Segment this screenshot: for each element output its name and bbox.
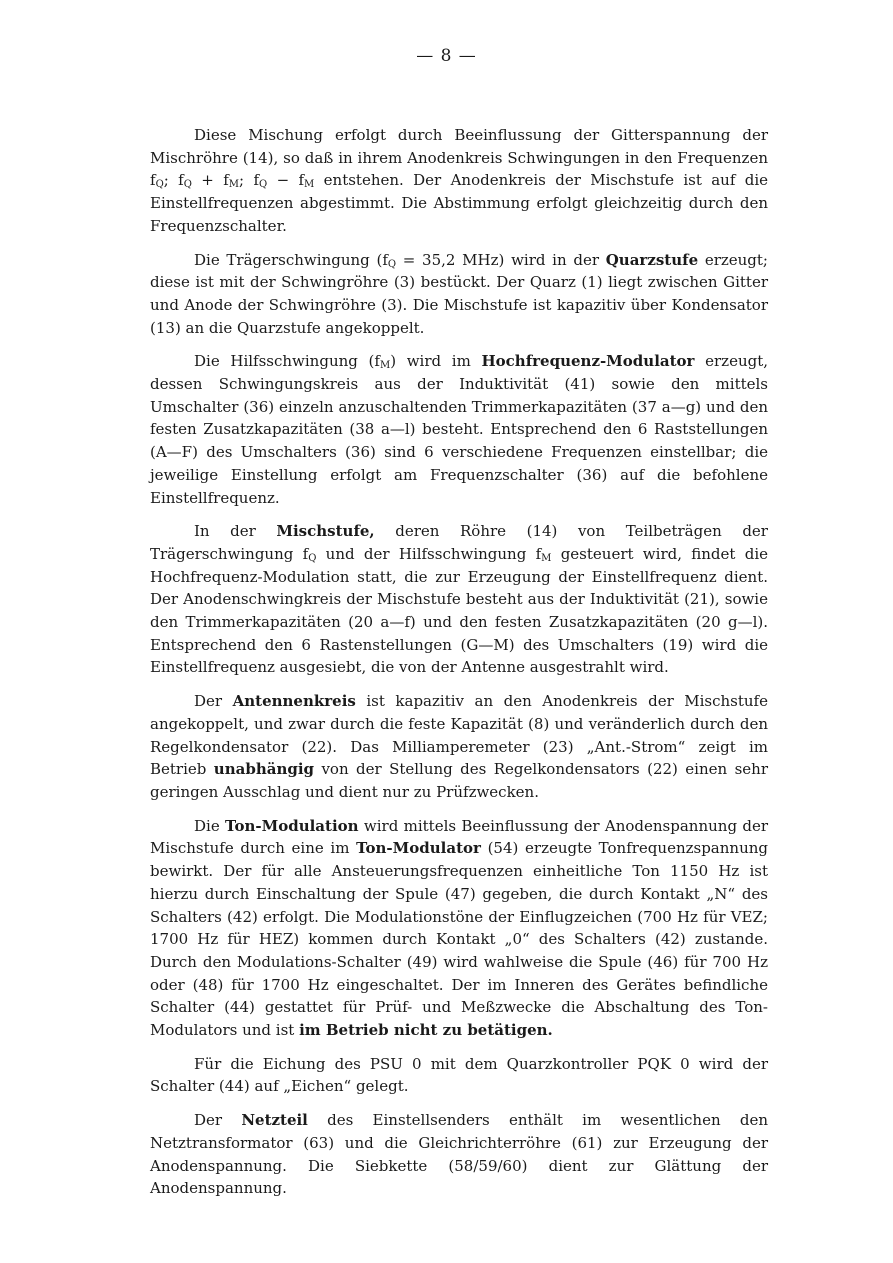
bold-term: Hochfrequenz-Modulator [481, 352, 695, 371]
subscript: M [228, 179, 240, 191]
text-run: − f [267, 171, 305, 190]
subscript: Q [308, 552, 317, 564]
text-run: Die Hilfsschwingung (f [194, 352, 380, 371]
subscript: M [304, 179, 315, 191]
text-run: ) wird im [390, 352, 482, 371]
text-run: erzeugt; diese ist mit der Schwingröhre (3) bestückt. Der Quarz (1) liegt zwischen Gitter und Anode der Schwingröhre (3). Die Mischstufe ist kapazitiv über Kondensator (13) an die Quarzstufe angekoppelt. [150, 250, 768, 337]
text-run: Diese Mischung erfolgt durch Beeinflussung der Gitterspannung der Mischröhre (14), so daß in ihrem Anodenkreis Schwingungen in den Frequenzen f [150, 126, 768, 190]
text-run: wird mittels Beeinflussung der Anodenspannung der Mischstufe durch eine im [150, 816, 769, 858]
text-run: des Einstellsenders enthält im wesentlichen den Netztransformator (63) und die Gleichrichterröhre (61) zur Erzeugung der Anodenspannung. Die Siebkette (58/59/60) dient zur Glättung der Anodenspannung. [150, 1111, 768, 1198]
bold-term: Netzteil [241, 1111, 308, 1130]
subscript: Q [259, 179, 268, 191]
bold-term: Mischstufe, [276, 522, 375, 541]
bold-term: unabhängig [213, 760, 315, 779]
text-run: entstehen. Der Anodenkreis der Mischstufe ist auf die Einstellfrequenzen abgestimmt. Die Abstimmung erfolgt gleichzeitig durch den Frequenzschalter. [150, 171, 769, 235]
paragraph-mixing [150, 124, 768, 238]
text-run: Für die Eichung des PSU 0 mit dem Quarzkontroller PQK 0 wird der Schalter (44) auf „Eichen“ gelegt. [150, 1054, 768, 1096]
bold-term: Antennenkreis [232, 692, 356, 711]
bold-term: Ton-Modulation [225, 816, 359, 835]
paragraph-quartz-stage [150, 249, 768, 340]
paragraph-calibration [150, 1053, 768, 1098]
text-run: + f [191, 171, 229, 190]
text-run: deren Röhre (14) von Teilbeträgen der Trägerschwingung f [150, 522, 768, 563]
text-run: = 35,2 MHz) wird in der [396, 250, 606, 269]
text-run: ; f [163, 171, 184, 190]
subscript: Q [155, 179, 164, 191]
text-run: und der Hilfsschwingung f [316, 544, 542, 563]
text-run: Die Trägerschwingung (f [194, 250, 388, 269]
text-run: ist kapazitiv an den Anodenkreis der Mischstufe angekoppelt, und zwar durch die feste Kapazität (8) und veränderlich durch den Regelkondensator (22). Das Milliamperemeter (23) „Ant.-Strom“ zeigt im Betrieb [150, 692, 768, 779]
text-run: ; f [239, 171, 259, 190]
text-run: In der [194, 522, 277, 541]
bold-term: Quarzstufe [605, 250, 699, 269]
text-run: Der [194, 1111, 242, 1130]
subscript: Q [183, 179, 192, 191]
text-run: erzeugt, dessen Schwingungskreis aus der Induktivität (41) sowie den mittels Umschalter (36) einzeln anzuschaltenden Trimmerkapazitäten (37 a—g) und den festen Zusatzkapazitäten (38 a—l) besteht. Entsprechend den 6 Raststellungen (A—F) des Umschalters (36) sind 6 verschiedene Frequenzen einstellbar; die jeweilige Einstellung erfolgt am Frequenzschalter (36) auf die befohlene Einstellfrequenz. [150, 352, 769, 507]
paragraph-mixing-stage [150, 520, 768, 679]
bold-term: im Betrieb nicht zu betätigen. [299, 1021, 553, 1040]
paragraph-hf-modulator [150, 350, 768, 509]
bold-term: Ton-Modulator [356, 839, 481, 858]
body-text [150, 124, 768, 1211]
text-run: Der [194, 692, 233, 711]
page-number: — 8 — [416, 46, 477, 66]
subscript: M [379, 360, 391, 372]
subscript: Q [387, 258, 397, 270]
text-run: von der Stellung des Regelkondensators (22) einen sehr geringen Ausschlag und dient nur zu Prüfzwecken. [150, 760, 768, 801]
subscript: M [541, 552, 552, 564]
text-run: Die [194, 816, 226, 835]
paragraph-antenna-circuit [150, 690, 768, 804]
paragraph-power-supply [150, 1109, 768, 1200]
paragraph-tone-modulation [150, 815, 768, 1042]
text-run: (54) erzeugte Tonfrequenzspannung bewirkt. Der für alle Ansteuerungsfrequenzen einheitliche Ton 1150 Hz ist hierzu durch Einschaltung der Spule (47) gegeben, die durch Kontakt „N“ des Schalters (42) erfolgt. Die Modulationstöne der Einflugzeichen (700 Hz für VEZ; 1700 Hz für HEZ) kommen durch Kontakt „0“ des Schalters (42) zustande. Durch den Modulations-Schalter (49) wird wahlweise die Spule (46) für 700 Hz oder (48) für 1700 Hz eingeschaltet. Der im Inneren des Gerätes befindliche Schalter (44) gestattet für Prüf- und Meßzwecke die Abschaltung des Ton-Modulators und ist [150, 839, 768, 1040]
text-run: gesteuert wird, findet die Hochfrequenz-Modulation statt, die zur Erzeugung der Einstellfrequenz dient. Der Anodenschwingkreis der Mischstufe besteht aus der Induktivität (21), sowie den Trimmerkapazitäten (20 a—f) und den festen Zusatzkapazitäten (20 g—l). Entsprechend den 6 Rastenstellungen (G—M) des Umschalters (19) wird die Einstellfrequenz ausgesiebt, die von der Antenne ausgestrahlt wird. [150, 544, 768, 677]
